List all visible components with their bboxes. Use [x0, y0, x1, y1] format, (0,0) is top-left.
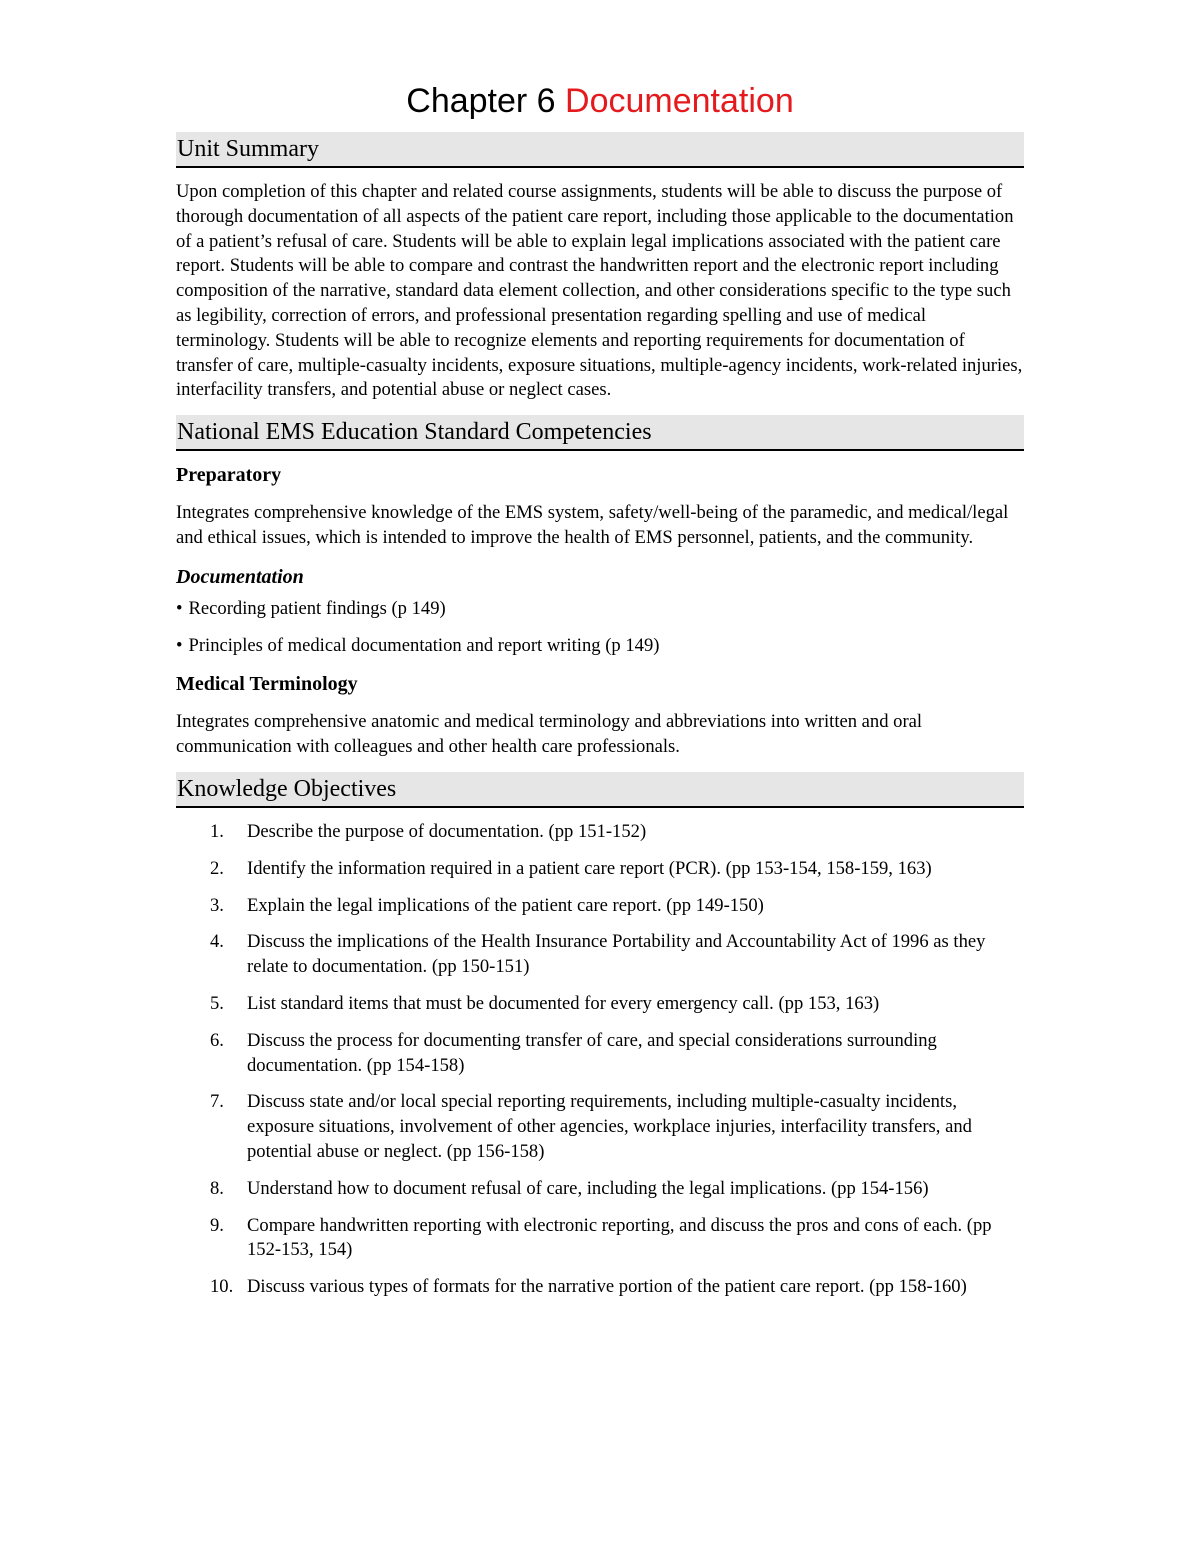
documentation-bullet	[176, 634, 1024, 659]
title-prefix: Chapter 6	[406, 82, 556, 120]
objective-item	[176, 857, 1024, 882]
objective-number: 9.	[210, 1214, 224, 1236]
title-accent: Documentation	[565, 82, 794, 120]
objective-item	[176, 1029, 1024, 1079]
objective-number: 3.	[210, 894, 224, 916]
objective-text: Compare handwritten reporting with electronic reporting, and discuss the pros and cons of each. (pp 152-153, 154)	[247, 1214, 992, 1261]
objective-number: 8.	[210, 1177, 224, 1199]
objective-number: 6.	[210, 1029, 224, 1051]
document-page	[176, 78, 1024, 1312]
documentation-bullet	[176, 597, 1024, 622]
objective-item	[176, 992, 1024, 1017]
objective-item	[176, 1214, 1024, 1264]
objective-item	[176, 1177, 1024, 1202]
objective-number: 1.	[210, 820, 224, 842]
objective-item	[176, 820, 1024, 845]
objective-text: Describe the purpose of documentation. (pp 151-152)	[247, 820, 647, 842]
unit-summary-text: Upon completion of this chapter and related course assignments, students will be able to discuss the purpose of thorough documentation of all aspects of the patient care report, including those applicable to the documentation of a patient’s refusal of care. Students will be able to explain legal implications associated with the patient care report. Students will be able to compare and contrast the handwritten report and the electronic report including composition of the narrative, standard data element collection, and other considerations specific to the type such as legibility, correction of errors, and professional presentation regarding spelling and use of medical terminology. Students will be able to recognize elements and reporting requirements for documentation of transfer of care, multiple-casualty incidents, exposure situations, multiple-agency incidents, work-related injuries, interfacility transfers, and potential abuse or neglect cases.	[176, 181, 1023, 401]
objective-number: 4.	[210, 931, 224, 953]
page-title	[176, 78, 1024, 124]
medical-terminology-text: Integrates comprehensive anatomic and medical terminology and abbreviations into written and oral communication with colleagues and other health care professionals.	[176, 711, 923, 758]
bullet-text: Principles of medical documentation and report writing (p 149)	[188, 634, 660, 656]
medical-terminology-heading: Medical Terminology	[176, 673, 358, 696]
bullet-symbol: •	[176, 597, 183, 619]
competencies-heading: National EMS Education Standard Competencies	[176, 415, 1024, 451]
objective-item	[176, 1090, 1024, 1164]
objective-text: Discuss the implications of the Health Insurance Portability and Accountability Act of 1996 as they relate to documentation. (pp 150-151)	[247, 931, 986, 978]
objective-text: Discuss state and/or local special reporting requirements, including multiple-casualty incidents, exposure situations, involvement of other agencies, workplace injuries, interfacility transfers, and potential abuse or neglect. (pp 156-158)	[247, 1091, 972, 1162]
objective-item	[176, 930, 1024, 980]
objective-text: Discuss the process for documenting transfer of care, and special considerations surrounding documentation. (pp 154-158)	[247, 1029, 937, 1076]
bullet-symbol: •	[176, 634, 183, 656]
objectives-list	[176, 820, 1024, 1300]
documentation-heading: Documentation	[176, 565, 304, 588]
objective-text: List standard items that must be documented for every emergency call. (pp 153, 163)	[247, 992, 880, 1014]
objective-number: 10.	[210, 1276, 234, 1298]
knowledge-objectives-heading: Knowledge Objectives	[176, 772, 1024, 808]
objective-text: Explain the legal implications of the patient care report. (pp 149-150)	[247, 894, 764, 916]
objective-text: Understand how to document refusal of care, including the legal implications. (pp 154-156)	[247, 1177, 929, 1199]
unit-summary-heading: Unit Summary	[176, 132, 1024, 168]
objective-text: Identify the information required in a patient care report (PCR). (pp 153-154, 158-159, 163)	[247, 857, 932, 879]
bullet-text: Recording patient findings (p 149)	[188, 597, 446, 619]
objective-item	[176, 1275, 1024, 1300]
objective-number: 7.	[210, 1091, 224, 1113]
preparatory-heading: Preparatory	[176, 464, 282, 487]
objective-text: Discuss various types of formats for the narrative portion of the patient care report. (pp 158-160)	[247, 1276, 967, 1298]
preparatory-text: Integrates comprehensive knowledge of the EMS system, safety/well-being of the paramedic, and medical/legal and ethical issues, which is intended to improve the health of EMS personnel, patients, and the community.	[176, 502, 1009, 548]
objective-number: 5.	[210, 992, 224, 1014]
objective-number: 2.	[210, 857, 224, 879]
objective-item	[176, 894, 1024, 919]
